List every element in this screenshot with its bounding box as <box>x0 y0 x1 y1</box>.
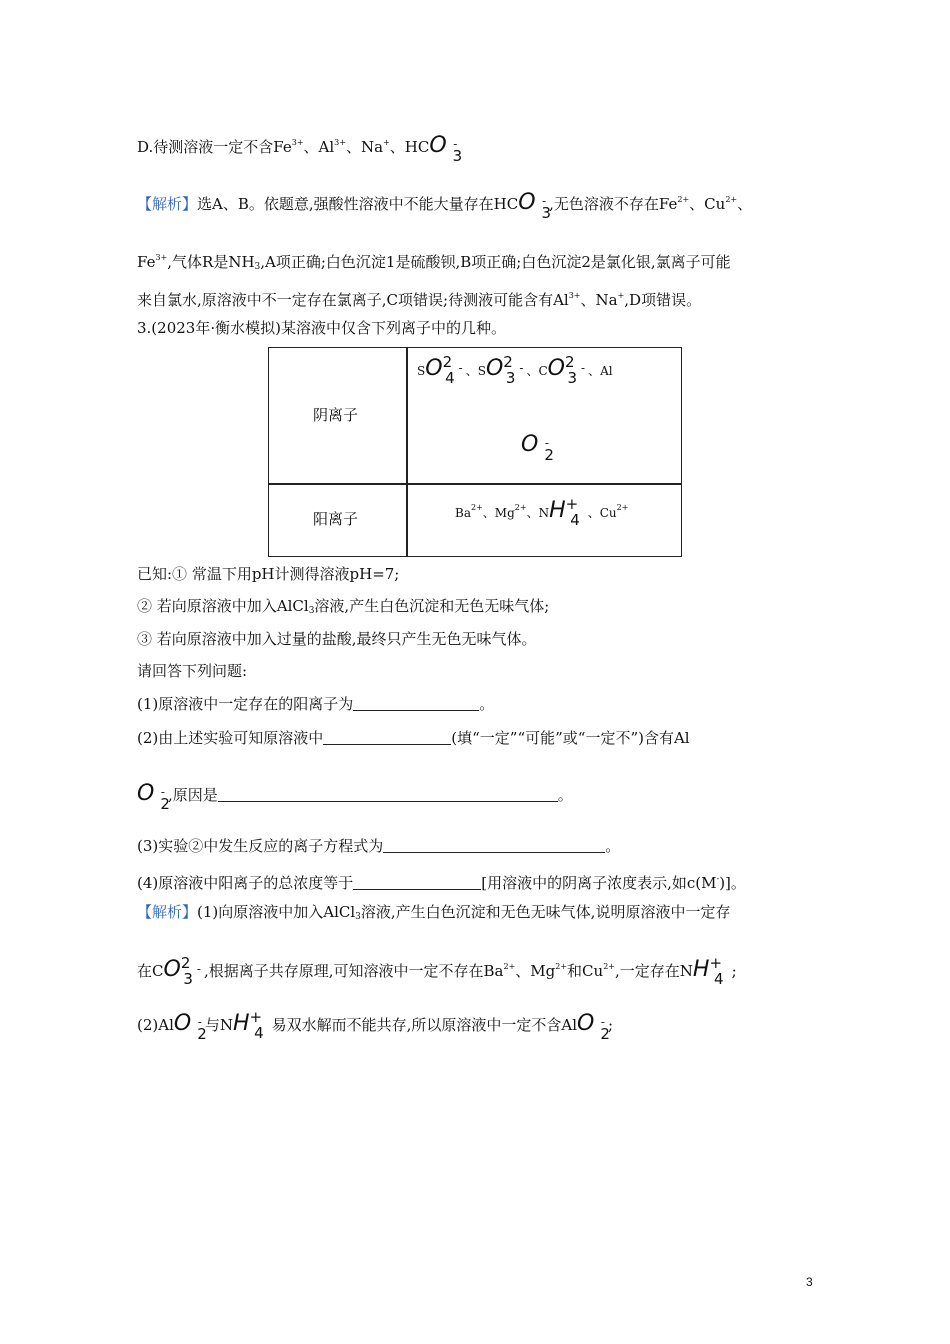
known-3: ③ 若向原溶液中加入过量的盐酸,最终只产生无色无味气体。 <box>137 630 537 648</box>
ask-prompt: 请回答下列问题: <box>137 662 248 680</box>
formula-sub: 2 <box>600 1025 610 1043</box>
formula-sub: 3 <box>183 970 193 988</box>
formula-sup: + <box>249 1008 263 1026</box>
formula-sub: 4 <box>445 369 455 387</box>
charge: - <box>196 962 201 976</box>
option-d-text: D.待测溶液一定不含Fe <box>137 138 292 156</box>
sup: 2+ <box>555 962 568 971</box>
charge: - <box>542 194 547 208</box>
text: ,气体R是NH <box>167 253 255 271</box>
text: (2)由上述实验可知原溶液中 <box>137 729 324 747</box>
analysis2-line3 <box>137 1008 614 1043</box>
formula-o: O <box>485 356 504 381</box>
charge: - <box>581 361 586 375</box>
question-1 <box>137 694 494 714</box>
sub: 3 <box>254 262 261 272</box>
text: ,D项错误。 <box>624 291 702 309</box>
sup: 2+ <box>503 962 516 971</box>
charge: - <box>519 361 524 375</box>
formula-o: O <box>429 133 447 158</box>
formula-o: O <box>163 957 181 982</box>
question3-stem: 3.(2023年·衡水模拟)某溶液中仅含下列离子中的几种。 <box>137 319 506 337</box>
text: 、C <box>526 364 548 378</box>
text: 选A、B。依题意,强酸性溶液中不能大量存在HC <box>197 195 519 213</box>
sup: - <box>716 874 720 883</box>
page-number: 3 <box>806 1275 813 1289</box>
text: ; <box>607 1016 614 1034</box>
question-2 <box>137 728 690 748</box>
text: ,一定存在N <box>614 962 693 980</box>
charge: - <box>458 361 463 375</box>
cation-label: 阳离子 <box>313 510 359 528</box>
text: ,原因是 <box>167 786 218 804</box>
anion-label: 阴离子 <box>313 406 359 424</box>
sup: 3+ <box>155 253 168 262</box>
sub: 3 <box>355 912 361 922</box>
text: (4)原溶液中阳离子的总浓度等于 <box>137 874 354 892</box>
formula-h: H <box>232 1011 250 1036</box>
formula-sub: 2 <box>197 1025 207 1043</box>
question-3 <box>137 836 620 856</box>
text: [用溶液中的阴离子浓度表示,如c(M <box>481 874 717 892</box>
text: 在C <box>137 962 164 980</box>
text: 、Al <box>303 138 335 156</box>
answer-blank-3[interactable] <box>383 838 605 853</box>
text: 、Mg <box>482 506 515 520</box>
analysis-tag: 【解析】 <box>137 195 198 213</box>
sup: 2+ <box>470 503 483 512</box>
formula-sub: 4 <box>254 1024 264 1042</box>
sup: 2+ <box>603 962 615 971</box>
formula-sup: 2 <box>442 353 453 371</box>
formula-o: O <box>173 1011 192 1036</box>
anion-list <box>417 353 613 387</box>
text: 来自氯水,原溶液中不一定存在氯离子,C项错误;待测液可能含有Al <box>137 291 569 309</box>
text: 、Mg <box>515 962 556 980</box>
text: 与N <box>204 1016 233 1034</box>
sup: 2+ <box>677 195 690 204</box>
formula-o: O <box>577 1011 595 1036</box>
charge: - <box>544 436 549 450</box>
text: 。 <box>479 695 495 713</box>
answer-blank-4[interactable] <box>353 875 481 890</box>
table-divider <box>406 348 408 556</box>
text: ,无色溶液不存在Fe <box>549 195 678 213</box>
sup: 2+ <box>616 503 629 512</box>
question-2-cont <box>137 781 573 813</box>
answer-blank-2a[interactable] <box>323 730 451 745</box>
formula-sub: 2 <box>544 446 554 464</box>
analysis-tag: 【解析】 <box>137 903 198 921</box>
text: )]。 <box>719 874 746 892</box>
formula-sup: 2 <box>564 353 575 371</box>
text: Ba <box>455 506 471 520</box>
sup: 3+ <box>334 138 346 147</box>
formula-sup: + <box>709 954 723 972</box>
text: (1)向原溶液中加入AlCl <box>197 903 356 921</box>
formula-sup: 2 <box>503 353 513 371</box>
text: ② 若向原溶液中加入AlCl <box>137 597 309 615</box>
known-1: 已知:① 常温下用pH计测得溶液pH=7; <box>137 565 400 583</box>
text: ,根据离子共存原理,可知溶液中一定不存在Ba <box>203 962 504 980</box>
text: (2)Al <box>137 1016 174 1034</box>
formula-sub: 4 <box>570 511 580 529</box>
sup: 3+ <box>568 291 581 300</box>
anion-list-cont <box>521 432 554 464</box>
sub: 3 <box>308 606 315 616</box>
analysis1-line1 <box>137 190 753 222</box>
text: 、Al <box>588 364 613 378</box>
analysis1-line3 <box>137 286 701 310</box>
sup: + <box>617 291 625 300</box>
text: (填“一定”“可能”或“一定不”)含有Al <box>451 729 690 747</box>
text: 、S <box>465 364 486 378</box>
text: 。 <box>605 837 621 855</box>
text: ; <box>731 962 737 980</box>
question-4 <box>137 869 746 893</box>
formula-o: O <box>518 190 536 215</box>
text: 。 <box>557 786 573 804</box>
option-d <box>137 133 463 165</box>
text: 易双水解而不能共存,所以原溶液中一定不含Al <box>271 1016 578 1034</box>
known-2 <box>137 596 549 621</box>
formula-sub: 4 <box>714 970 724 988</box>
sup: + <box>383 138 390 147</box>
sup: 2+ <box>514 503 527 512</box>
text: ,A项正确;白色沉淀1是硫酸钡,B项正确;白色沉淀2是氯化银,氯离子可能 <box>260 253 731 271</box>
formula-h: H <box>692 957 710 982</box>
text: 、Na <box>580 291 618 309</box>
text: 、N <box>526 506 550 520</box>
text: 和Cu <box>567 962 604 980</box>
ion-table <box>268 347 682 557</box>
answer-blank-2b[interactable] <box>218 787 558 802</box>
text: 、 <box>737 195 753 213</box>
text: 、HC <box>389 138 430 156</box>
sub-digit: 3 <box>452 147 463 165</box>
formula-sub: 3 <box>505 369 516 387</box>
charge: - <box>160 785 165 799</box>
text: 、Na <box>345 138 384 156</box>
cation-list <box>455 495 629 529</box>
text: S <box>417 364 426 378</box>
text: 、Cu <box>587 506 617 520</box>
charge: - <box>453 137 458 151</box>
sup: 3+ <box>291 138 304 147</box>
charge: - <box>600 1015 605 1029</box>
formula-o: O <box>547 356 565 381</box>
text: 溶液,产生白色沉淀和无色无味气体,说明原溶液中一定存 <box>360 903 731 921</box>
analysis2-line1 <box>137 902 730 927</box>
formula-sup: 2 <box>180 954 191 972</box>
analysis1-line2 <box>137 248 731 277</box>
formula-o: O <box>137 781 155 806</box>
analysis2-line2 <box>137 954 737 988</box>
formula-o: O <box>521 432 539 457</box>
text: (1)原溶液中一定存在的阳离子为 <box>137 695 354 713</box>
formula-o: O <box>425 356 443 381</box>
text: (3)实验②中发生反应的离子方程式为 <box>137 837 384 855</box>
text: 溶液,产生白色沉淀和无色无味气体; <box>314 597 550 615</box>
charge: - <box>197 1015 202 1029</box>
sup: 2+ <box>725 195 738 204</box>
formula-sup: + <box>565 495 579 513</box>
text: 、Cu <box>689 195 726 213</box>
formula-sub: 3 <box>541 204 552 222</box>
table-divider <box>269 483 681 485</box>
answer-blank-1[interactable] <box>353 696 479 711</box>
formula-h: H <box>549 498 566 523</box>
text: Fe <box>137 253 156 271</box>
formula-sub: 3 <box>567 369 578 387</box>
formula-sub: 2 <box>160 795 170 813</box>
